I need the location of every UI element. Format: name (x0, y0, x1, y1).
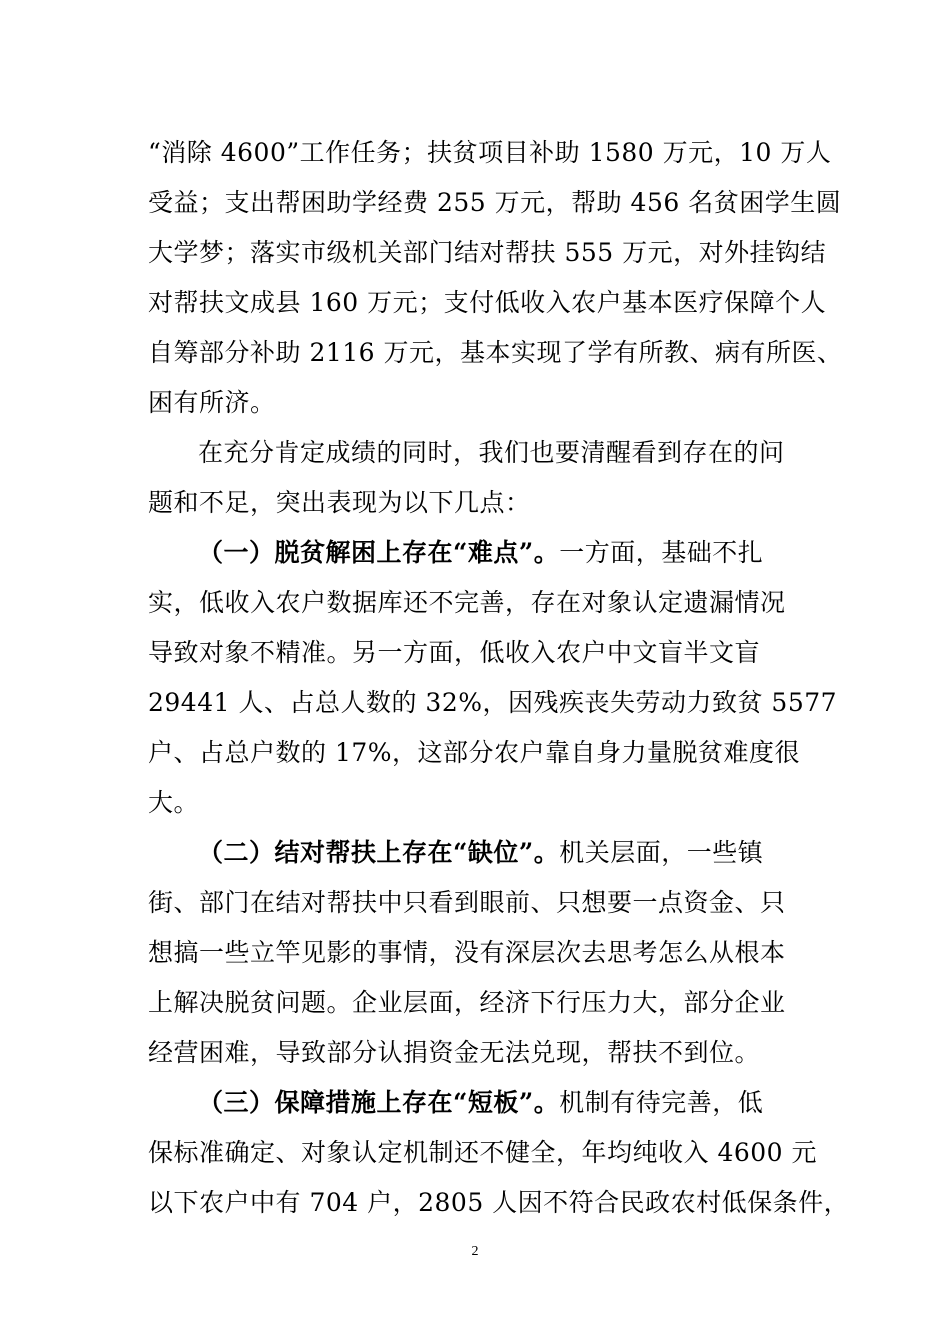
section-3-text: 机制有待完善，低 (559, 1088, 764, 1117)
body-line: 受益；支出帮困助学经费 255 万元，帮助 456 名贫困学生圆 (148, 188, 842, 217)
section-2-line: 街、部门在结对帮扶中只看到眼前、只想要一点资金、只 (148, 888, 786, 917)
body-line: 自筹部分补助 2116 万元，基本实现了学有所教、病有所医、 (148, 338, 843, 367)
section-1-line: 大。 (148, 788, 200, 817)
body-line: 对帮扶文成县 160 万元；支付低收入农户基本医疗保障个人 (148, 288, 827, 317)
section-1-heading: （一）脱贫解困上存在“难点”。 (198, 538, 560, 567)
section-2-text: 机关层面，一些镇 (559, 838, 764, 867)
section-1-line: 户、占总户数的 17%，这部分农户靠自身力量脱贫难度很 (148, 738, 801, 767)
section-2-first-line (198, 828, 763, 878)
body-line: 在充分肯定成绩的同时，我们也要清醒看到存在的问 (198, 438, 785, 467)
section-3-heading: （三）保障措施上存在“短板”。 (198, 1088, 560, 1117)
section-1-text: 一方面，基础不扎 (559, 538, 764, 567)
section-2-line: 上解决脱贫问题。企业层面，经济下行压力大，部分企业 (148, 988, 786, 1017)
section-1-line: 实，低收入农户数据库还不完善，存在对象认定遗漏情况 (148, 588, 786, 617)
section-1-line: 29441 人、占总人数的 32%，因残疾丧失劳动力致贫 5577 (148, 688, 838, 717)
section-1-line: 导致对象不精准。另一方面，低收入农户中文盲半文盲 (148, 638, 761, 667)
section-3-line: 以下农户中有 704 户，2805 人因不符合民政农村低保条件， (148, 1188, 850, 1217)
section-3-first-line (198, 1078, 763, 1128)
section-2-heading: （二）结对帮扶上存在“缺位”。 (198, 838, 560, 867)
section-3-line: 保标准确定、对象认定机制还不健全，年均纯收入 4600 元 (148, 1138, 818, 1167)
body-line: “消除 4600”工作任务；扶贫项目补助 1580 万元，10 万人 (148, 138, 832, 167)
section-2-line: 经营困难，导致部分认捐资金无法兑现，帮扶不到位。 (148, 1038, 761, 1067)
section-2-line: 想搞一些立竿见影的事情，没有深层次去思考怎么从根本 (148, 938, 786, 967)
body-line: 大学梦；落实市级机关部门结对帮扶 555 万元，对外挂钩结 (148, 238, 827, 267)
page-number: 2 (471, 1244, 479, 1259)
section-1-first-line (198, 528, 763, 578)
body-line: 困有所济。 (148, 388, 276, 417)
body-line: 题和不足，突出表现为以下几点： (148, 488, 531, 517)
